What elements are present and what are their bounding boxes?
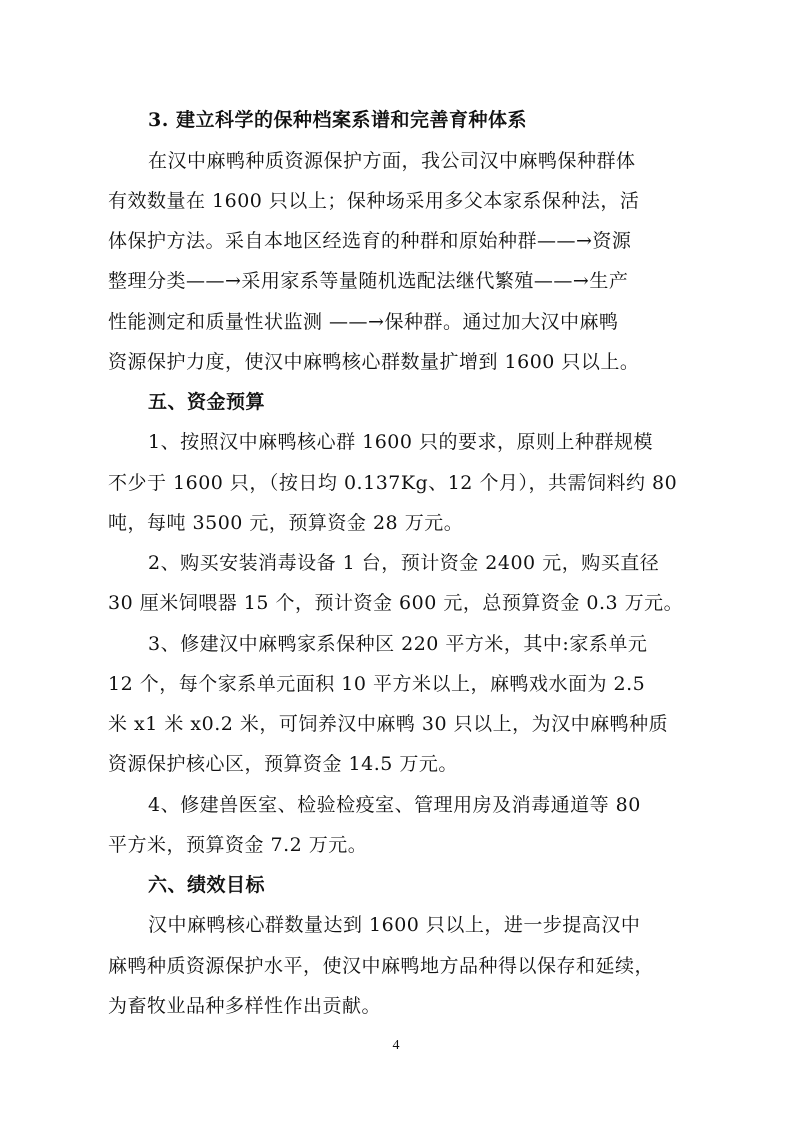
section3-line-3: 体保护方法。采自本地区经选育的种群和原始种群——→资源 <box>108 230 632 252</box>
budget-item-1-line-1: 1、按照汉中麻鸭核心群 1600 只的要求，原则上种群规模 <box>148 431 654 453</box>
section5-heading: 五、资金预算 <box>148 391 266 413</box>
section6-line-3: 为畜牧业品种多样性作出贡献。 <box>108 995 382 1017</box>
section6-heading: 六、绩效目标 <box>148 874 266 896</box>
section3-line-2: 有效数量在 1600 只以上；保种场采用多父本家系保种法，活 <box>108 190 640 212</box>
page-number: 4 <box>392 1038 400 1053</box>
section3-line-1: 在汉中麻鸭种质资源保护方面，我公司汉中麻鸭保种群体 <box>148 150 636 172</box>
budget-item-4-line-2: 平方米，预算资金 7.2 万元。 <box>108 834 368 856</box>
section3-line-6: 资源保护力度，使汉中麻鸭核心群数量扩增到 1600 只以上。 <box>108 351 640 373</box>
budget-item-2-line-2: 30 厘米饲喂器 15 个，预计资金 600 元，总预算资金 0.3 万元。 <box>108 592 684 614</box>
section6-line-1: 汉中麻鸭核心群数量达到 1600 只以上，进一步提高汉中 <box>148 914 641 936</box>
section3-heading: 3. 建立科学的保种档案系谱和完善育种体系 <box>148 109 527 131</box>
section3-line-5: 性能测定和质量性状监测 ——→保种群。通过加大汉中麻鸭 <box>108 311 619 333</box>
budget-item-2-line-1: 2、购买安装消毒设备 1 台，预计资金 2400 元，购买直径 <box>148 552 660 574</box>
budget-item-1-line-3: 吨，每吨 3500 元，预算资金 28 万元。 <box>108 512 464 534</box>
budget-item-3-line-3: 米 x1 米 x0.2 米，可饲养汉中麻鸭 30 只以上，为汉中麻鸭种质 <box>108 713 669 735</box>
budget-item-3-line-2: 12 个，每个家系单元面积 10 平方米以上，麻鸭戏水面为 2.5 <box>108 673 646 695</box>
budget-item-1-line-2: 不少于 1600 只，（按日均 0.137Kg、12 个月），共需饲料约 80 <box>108 472 678 494</box>
section6-line-2: 麻鸭种质资源保护水平，使汉中麻鸭地方品种得以保存和延续， <box>108 955 655 977</box>
section3-line-4: 整理分类——→采用家系等量随机选配法继代繁殖——→生产 <box>108 270 629 292</box>
budget-item-4-line-1: 4、修建兽医室、检验检疫室、管理用房及消毒通道等 80 <box>148 794 641 816</box>
budget-item-3-line-1: 3、修建汉中麻鸭家系保种区 220 平方米，其中:家系单元 <box>148 633 648 655</box>
budget-item-3-line-4: 资源保护核心区，预算资金 14.5 万元。 <box>108 753 458 775</box>
